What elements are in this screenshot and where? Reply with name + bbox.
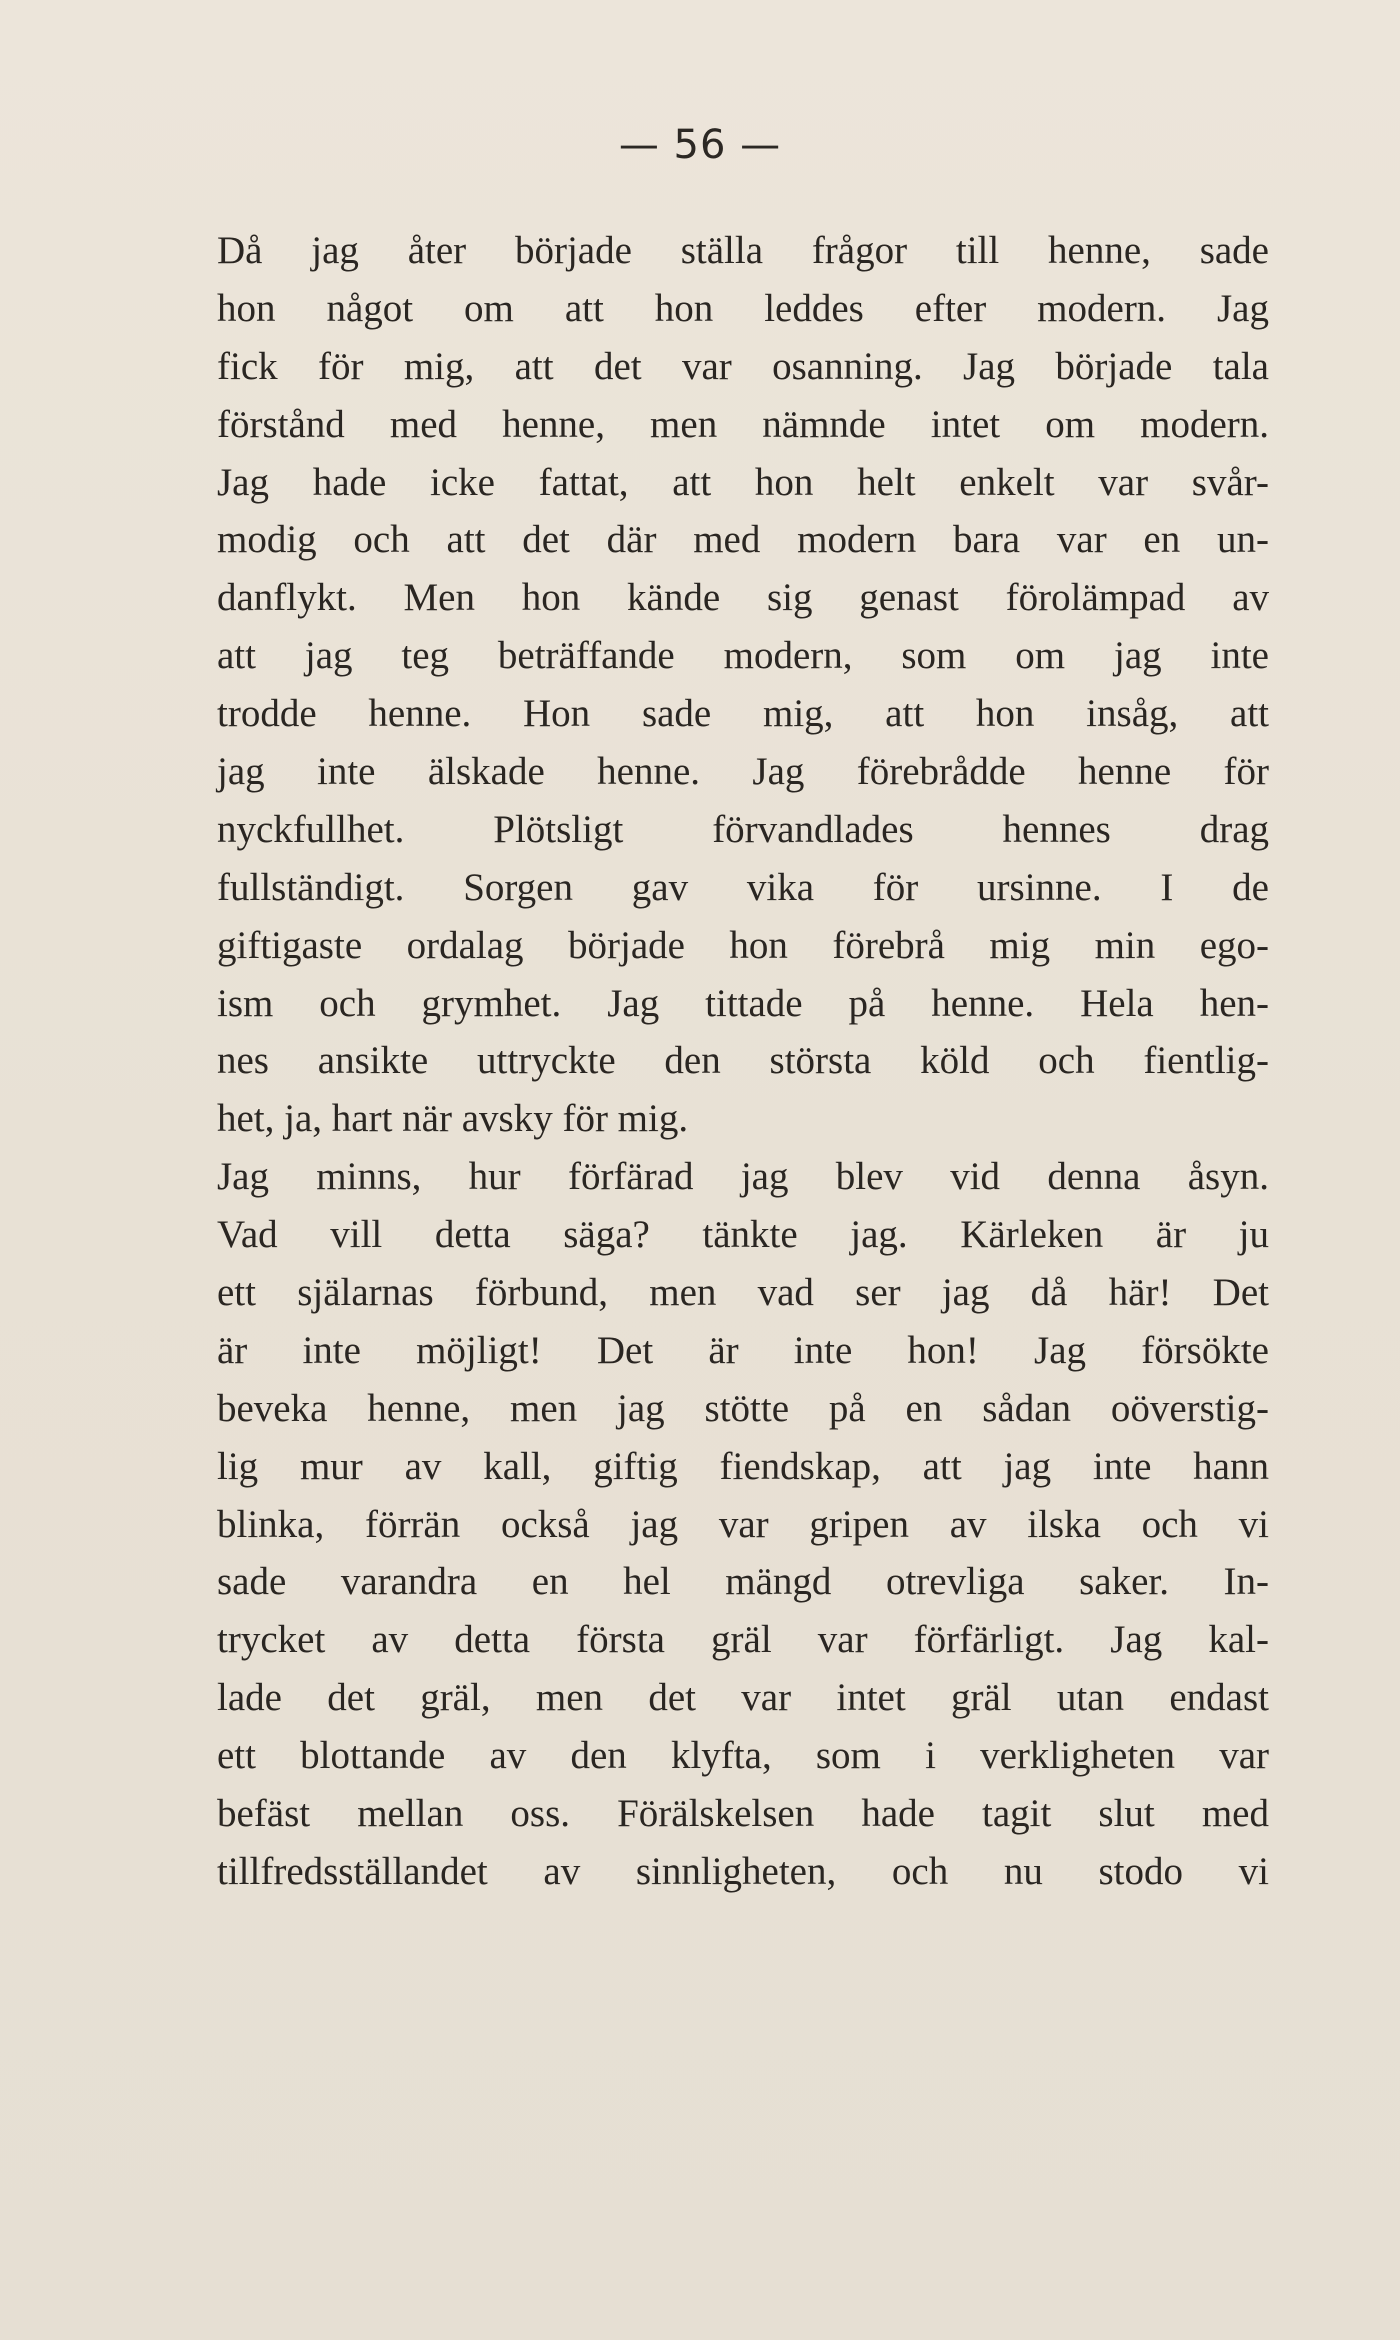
text-line: fullständigt. Sorgen gav vika för ursinne. I de (217, 865, 1269, 909)
text-line: lig mur av kall, giftig fiendskap, att jag inte hann (217, 1444, 1269, 1488)
text-line: het, ja, hart när avsky för mig. (217, 1097, 689, 1141)
text-line: ism och grymhet. Jag tittade på henne. Hela hen- (217, 981, 1269, 1025)
text-line: att jag teg beträffande modern, som om jag inte (217, 634, 1269, 678)
text-line: ett själarnas förbund, men vad ser jag då här! Det (217, 1271, 1269, 1315)
text-line: beveka henne, men jag stötte på en sådan oöverstig- (217, 1386, 1269, 1430)
page-number: — 56 — (618, 122, 782, 168)
text-line: Vad vill detta säga? tänkte jag. Kärleken är ju (217, 1213, 1269, 1257)
text-line: fick för mig, att det var osanning. Jag började tala (217, 344, 1269, 388)
text-line: giftigaste ordalag började hon förebrå mig min ego- (217, 923, 1269, 967)
body-text (217, 222, 1269, 1901)
text-line: är inte möjligt! Det är inte hon! Jag försökte (217, 1328, 1269, 1372)
text-line: nes ansikte uttryckte den största köld och fientlig- (217, 1039, 1269, 1083)
text-line: blinka, förrän också jag var gripen av ilska och vi (217, 1502, 1269, 1546)
text-line: Jag minns, hur förfärad jag blev vid denna åsyn. (217, 1155, 1269, 1199)
text-line: trodde henne. Hon sade mig, att hon insåg, att (217, 692, 1269, 736)
text-line: hon något om att hon leddes efter modern. Jag (217, 286, 1269, 330)
text-line: tillfredsställandet av sinnligheten, och nu stodo vi (217, 1849, 1269, 1893)
text-line: Då jag åter började ställa frågor till henne, sade (217, 229, 1269, 272)
text-line: jag inte älskade henne. Jag förebrådde henne för (217, 750, 1269, 794)
text-line: danflykt. Men hon kände sig genast förolämpad av (217, 576, 1269, 620)
text-line: nyckfullhet. Plötsligt förvandlades hennes drag (217, 807, 1269, 851)
text-line: förstånd med henne, men nämnde intet om modern. (217, 402, 1269, 446)
text-line: sade varandra en hel mängd otrevliga saker. In- (217, 1560, 1269, 1604)
text-line: ett blottande av den klyfta, som i verkligheten var (217, 1734, 1269, 1778)
text-line: lade det gräl, men det var intet gräl utan endast (217, 1676, 1269, 1720)
text-line: Jag hade icke fattat, att hon helt enkelt var svår- (217, 460, 1269, 504)
text-line: befäst mellan oss. Förälskelsen hade tagit slut med (217, 1792, 1269, 1836)
text-line: trycket av detta första gräl var förfärligt. Jag kal- (217, 1618, 1269, 1662)
text-line: modig och att det där med modern bara var en un- (217, 518, 1269, 562)
